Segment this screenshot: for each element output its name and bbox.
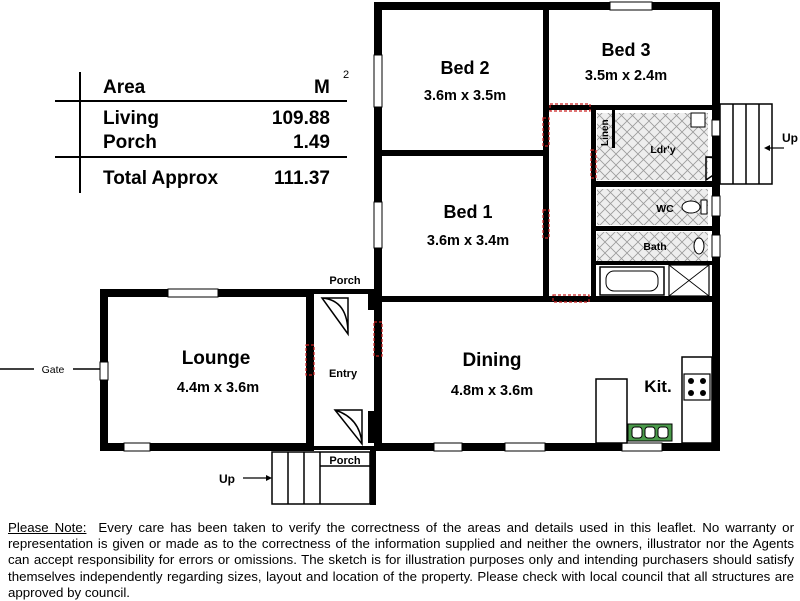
- wall: [596, 261, 712, 265]
- wall: [368, 411, 374, 443]
- up-label-right: Up: [782, 131, 798, 145]
- wall: [382, 296, 712, 302]
- stove-burner: [700, 378, 706, 384]
- door-swing: [335, 410, 362, 444]
- stove: [684, 374, 710, 400]
- room-size-bed2: 3.6m x 3.5m: [423, 88, 507, 104]
- room-name-bath: Bath: [643, 241, 667, 253]
- up-label-bottom: Up: [219, 472, 235, 486]
- wall: [314, 289, 374, 294]
- window: [712, 120, 720, 136]
- room-name-kitchen: Kit.: [644, 377, 672, 396]
- window: [622, 443, 662, 451]
- area-row-label: Living: [103, 108, 159, 129]
- up-arrow-head: [266, 475, 272, 481]
- room-name-lounge: Lounge: [181, 348, 251, 369]
- room-size-lounge: 4.4m x 3.6m: [176, 380, 260, 396]
- area-row-value: 1.49: [293, 132, 330, 153]
- toilet-cistern: [701, 200, 707, 214]
- wall: [306, 289, 314, 451]
- wall: [543, 10, 549, 300]
- stove-burner: [688, 390, 694, 396]
- room-name-dining: Dining: [462, 350, 522, 371]
- wall: [612, 110, 615, 148]
- laundry-trough: [691, 113, 705, 127]
- disclaimer-heading: Please Note:: [8, 520, 87, 535]
- area-table: [55, 69, 349, 193]
- area-row-label: Porch: [103, 132, 157, 153]
- window: [124, 443, 150, 451]
- area-header-unit: M: [314, 77, 330, 98]
- gate-label: Gate: [41, 364, 65, 376]
- room-size-dining: 4.8m x 3.6m: [450, 383, 534, 399]
- sink-bowl: [645, 427, 655, 438]
- room-name-porch-bottom: Porch: [329, 455, 361, 467]
- bathtub-basin: [606, 271, 658, 291]
- sink-bowl: [658, 427, 668, 438]
- wall: [374, 443, 720, 451]
- room-name-wc: WC: [656, 203, 674, 215]
- room-name-porch-top: Porch: [329, 275, 361, 287]
- room-size-bed3: 3.5m x 2.4m: [584, 68, 668, 84]
- room-name-entry: Entry: [328, 368, 358, 380]
- wall: [596, 226, 712, 231]
- area-header-label: Area: [103, 77, 146, 98]
- stove-burner: [700, 390, 706, 396]
- kitchen-bench: [596, 379, 627, 443]
- basin: [694, 238, 704, 254]
- wall: [549, 105, 712, 110]
- wall: [596, 181, 712, 187]
- window: [100, 362, 108, 380]
- window: [374, 55, 382, 107]
- window: [434, 443, 462, 451]
- wall: [382, 150, 543, 156]
- area-total-label: Total Approx: [103, 168, 219, 189]
- toilet-bowl: [682, 201, 700, 213]
- window: [505, 443, 545, 451]
- room-name-laundry: Ldr'y: [650, 144, 676, 156]
- room-name-bed3: Bed 3: [601, 40, 651, 60]
- stove-burner: [688, 378, 694, 384]
- window: [374, 202, 382, 248]
- area-header-unit-sup: 2: [343, 69, 350, 81]
- sink-bowl: [632, 427, 642, 438]
- room-size-bed1: 3.6m x 3.4m: [426, 233, 510, 249]
- window: [610, 2, 652, 10]
- wall: [712, 2, 720, 451]
- wall: [591, 110, 596, 300]
- door-swing: [322, 298, 348, 334]
- wall: [370, 450, 376, 505]
- wall: [314, 446, 374, 450]
- window: [712, 235, 720, 257]
- window: [712, 196, 720, 216]
- room-name-bed2: Bed 2: [440, 58, 490, 78]
- window: [168, 289, 218, 297]
- area-row-value: 109.88: [271, 108, 330, 129]
- area-total-value: 111.37: [273, 168, 330, 189]
- room-name-bed1: Bed 1: [443, 202, 493, 222]
- wall: [368, 294, 374, 310]
- wall: [374, 2, 720, 10]
- disclaimer-note: [8, 520, 794, 601]
- room-name-linen: Linen: [600, 119, 611, 146]
- disclaimer-text: Every care has been taken to verify the correctness of the areas and details used in this leaflet. No warranty or representation is given or made as to the correctness of the information supplied and neither the owners, illustrator nor the Agents can accept responsibility for errors or omissions. The sketch is for illustration purposes only and intending purchasers should satisfy themselves independently regarding sizes, layout and location of the property. Please check with local council that all structures are approved by council.: [8, 520, 795, 600]
